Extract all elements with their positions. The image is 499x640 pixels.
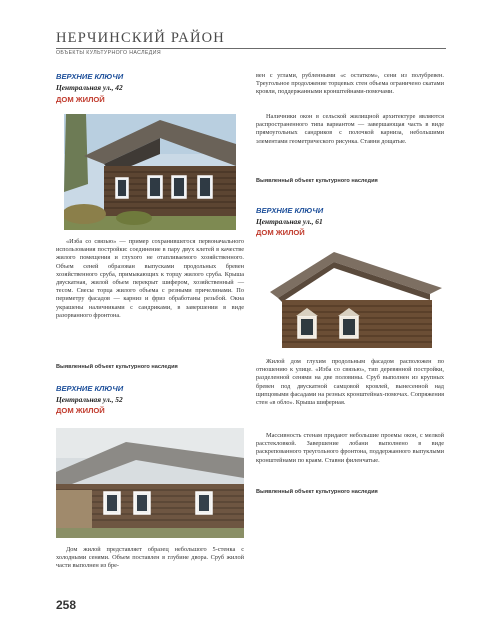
entry-1-street: Центральная ул., 42 bbox=[56, 83, 123, 92]
entry-1-photo bbox=[64, 114, 236, 230]
entry-2-description: Дом жилой представляет образец небольшого 5-стенка с холодными сенями. Объем поставлен в глубине двора. Сруб жилой части выполнен из бре- bbox=[56, 546, 244, 570]
entry-2-heritage-note: Выявленный объект культурного наследия bbox=[256, 178, 378, 184]
header-divider bbox=[56, 48, 446, 49]
entry-1-object: ДОМ ЖИЛОЙ bbox=[56, 95, 105, 104]
page-header-title: НЕРЧИНСКИЙ РАЙОН bbox=[56, 30, 225, 46]
entry-2-village: ВЕРХНИЕ КЛЮЧИ bbox=[56, 384, 124, 393]
entry-2-description-cont: вен с углами, рубленными «с остатком», сени из полубревен. Треугольное продолжение торцевых стен объема ограничено скатами кровли, поддержанными кронштейнами-помочами. bbox=[256, 72, 444, 96]
entry-3-street: Центральная ул., 61 bbox=[256, 217, 323, 226]
entry-1-village: ВЕРХНИЕ КЛЮЧИ bbox=[56, 72, 124, 81]
entry-1-description: «Изба со связью» — пример сохранившегося первоначального использования постройки: соединение в пару двух клетей в качестве жилого помещения и глухого не отапливаемого хозяйственного. Объем сеней образован выпусками продольных бревен хозяйственного сруба, примыкающих к торцу жилого сруба. Крыша двускатная, жилой объем перекрыт шифером, хозяйственный — тесом. Свесы торца жилого объема с резными причелинами. По периметру фасадов — карниз и фриз обработаны резьбой. Окна украшены наличниками с сандриками, в завершении в виде разорванного фронтона. bbox=[56, 238, 244, 319]
entry-2-photo bbox=[56, 428, 244, 538]
entry-3-description: Жилой дом глухим продольным фасадом расположен по отношению к улице. «Изба со связью», тип деревянной постройки, разделенной сенями на две половины. Сруб выполнен из крупных бревен под двускатной самцовой кровлей, вынесенной над щипцовыми фасадами на резных кронштейнах-помочах. Сопряжения стен «в обло». Крыша шиферная. bbox=[256, 358, 444, 407]
entry-2-object: ДОМ ЖИЛОЙ bbox=[56, 406, 105, 415]
entry-3-village: ВЕРХНИЕ КЛЮЧИ bbox=[256, 206, 324, 215]
entry-3-object: ДОМ ЖИЛОЙ bbox=[256, 228, 305, 237]
entry-3-photo bbox=[270, 248, 442, 352]
entry-3-heritage-note: Выявленный объект культурного наследия bbox=[256, 489, 378, 495]
entry-2-street: Центральная ул., 52 bbox=[56, 395, 123, 404]
entry-2-description-windows: Наличники окон в сельской жилищной архитектуре являются распространенного типа вариантом — завершающая часть в виде прямоугольных сандриков с полочкой карниза, небольшими элементами геометрического рисунка. Ставни дощатые. bbox=[256, 113, 444, 145]
page-header-subtitle: ОБЪЕКТЫ КУЛЬТУРНОГО НАСЛЕДИЯ bbox=[56, 50, 161, 56]
entry-1-heritage-note: Выявленный объект культурного наследия bbox=[56, 364, 178, 370]
page-number: 258 bbox=[56, 598, 77, 612]
entry-3-description-windows: Массивность стенам придают небольшие проемы окон, с мелкой расстекловкой. Завершение лобани выполнено в виде раскрепованного треугольного фронтона, поддержанного выпуклыми кронштейнами по краям. Ставни филенчатые. bbox=[256, 432, 444, 464]
